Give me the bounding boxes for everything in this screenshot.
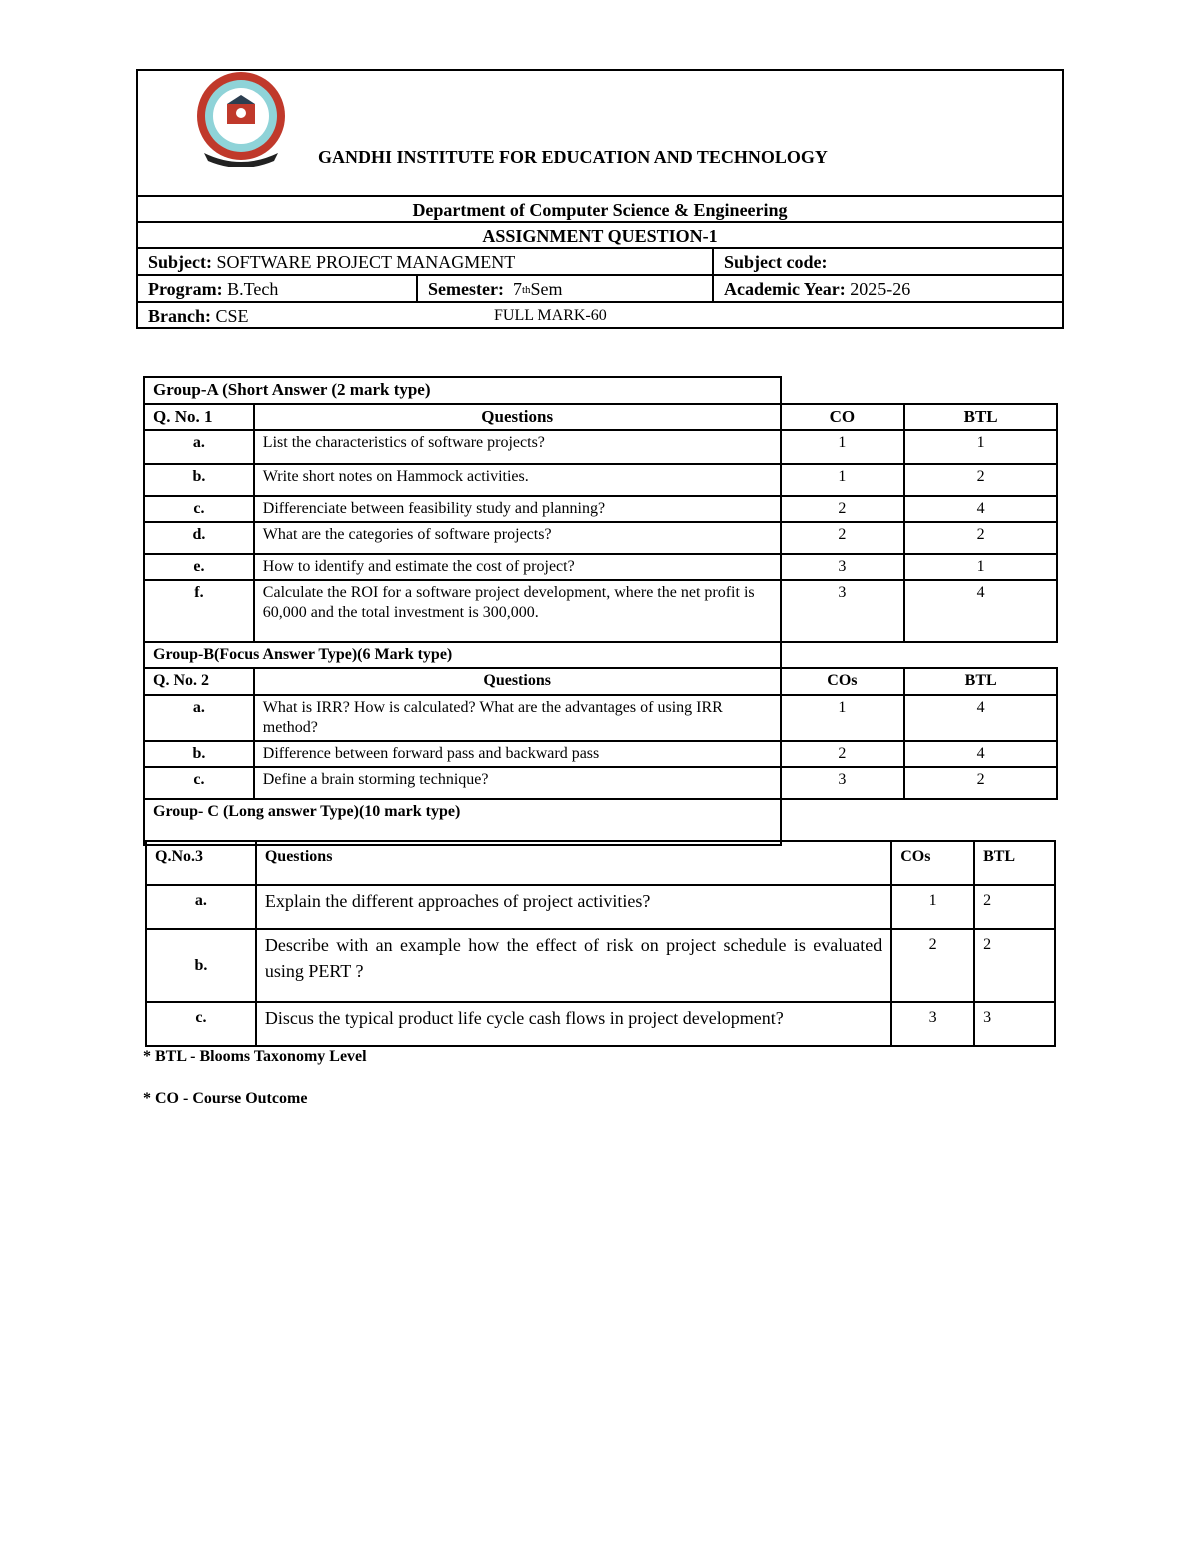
row-label: c. <box>144 496 254 522</box>
question-text: Describe with an example how the effect of risk on project schedule is evaluated using PERT ? <box>256 929 891 1002</box>
year-label: Academic Year: <box>724 279 846 299</box>
btl-value: 4 <box>904 695 1057 741</box>
group-b-header-row <box>144 668 1057 695</box>
program-row <box>138 274 1062 303</box>
semester-suffix: Sem <box>530 279 563 299</box>
group-a-title-row <box>144 377 1057 404</box>
department-row <box>138 195 1062 223</box>
group-c-title: Group- C (Long answer Type)(10 mark type) <box>144 799 781 845</box>
assignment-title: ASSIGNMENT QUESTION-1 <box>482 225 718 246</box>
group-b-title-row <box>144 642 1057 668</box>
question-text: How to identify and estimate the cost of project? <box>254 554 781 580</box>
co-value: 2 <box>781 522 905 554</box>
branch-row <box>138 301 1062 329</box>
table-row <box>144 464 1057 496</box>
table-row <box>144 430 1057 464</box>
question-text: What is IRR? How is calculated? What are the advantages of using IRR method? <box>254 695 781 741</box>
program-label: Program: <box>148 279 223 299</box>
question-text: Write short notes on Hammock activities. <box>254 464 781 496</box>
group-a-header-row <box>144 404 1057 430</box>
group-b-col-co: COs <box>781 668 905 695</box>
header-box <box>136 69 1064 329</box>
table-row <box>144 554 1057 580</box>
co-note: * CO - Course Outcome <box>143 1090 308 1107</box>
question-text: Calculate the ROI for a software project development, where the net profit is 60,000 and the total investment is 300,000. <box>254 580 781 642</box>
program-cell <box>138 276 426 303</box>
subject-label: Subject: <box>148 252 212 272</box>
group-b-col-questions: Questions <box>254 668 781 695</box>
group-a-col-co: CO <box>781 404 905 430</box>
table-row <box>144 522 1057 554</box>
program-value: B.Tech <box>227 279 279 299</box>
co-value: 1 <box>781 430 905 464</box>
table-row <box>146 1002 1055 1046</box>
row-label: c. <box>146 1002 256 1046</box>
question-text: List the characteristics of software projects? <box>254 430 781 464</box>
semester-cell <box>418 276 722 303</box>
semester-sup: th <box>521 283 531 296</box>
row-label: a. <box>146 885 256 929</box>
assignment-row <box>138 221 1062 249</box>
semester-label: Semester: <box>428 279 504 299</box>
institute-logo <box>194 71 288 167</box>
group-a-qno: Q. No. 1 <box>144 404 254 430</box>
btl-value: 1 <box>904 430 1057 464</box>
table-row <box>144 741 1057 767</box>
co-value: 3 <box>781 580 905 642</box>
group-a-col-questions: Questions <box>254 404 781 430</box>
row-label: d. <box>144 522 254 554</box>
co-value: 1 <box>891 885 974 929</box>
co-value: 1 <box>781 464 905 496</box>
table-row <box>146 885 1055 929</box>
btl-value: 2 <box>904 464 1057 496</box>
institute-name: GANDHI INSTITUTE FOR EDUCATION AND TECHNOLOGY <box>318 147 828 167</box>
branch-label: Branch: <box>148 305 211 326</box>
group-ab-table <box>143 376 1058 846</box>
btl-value: 4 <box>904 496 1057 522</box>
row-label: b. <box>146 929 256 1002</box>
btl-value: 4 <box>904 580 1057 642</box>
co-value: 2 <box>781 741 905 767</box>
co-value: 3 <box>891 1002 974 1046</box>
group-a-col-btl: BTL <box>904 404 1057 430</box>
btl-value: 2 <box>974 929 1055 1002</box>
group-c-col-co: COs <box>891 841 974 885</box>
btl-value: 4 <box>904 741 1057 767</box>
semester-num: 7 <box>512 279 522 299</box>
co-value: 3 <box>781 554 905 580</box>
group-b-qno: Q. No. 2 <box>144 668 254 695</box>
question-text: Define a brain storming technique? <box>254 767 781 799</box>
subject-code-label: Subject code: <box>724 252 828 272</box>
full-mark: FULL MARK-60 <box>494 307 607 324</box>
question-text: Differenciate between feasibility study and planning? <box>254 496 781 522</box>
group-c-col-questions: Questions <box>256 841 891 885</box>
btl-note: * BTL - Blooms Taxonomy Level <box>143 1048 367 1065</box>
btl-value: 2 <box>904 767 1057 799</box>
row-label: b. <box>144 741 254 767</box>
department-title: Department of Computer Science & Engineering <box>412 199 788 220</box>
group-c-table <box>145 840 1056 1047</box>
group-c-qno: Q.No.3 <box>146 841 256 885</box>
btl-value: 1 <box>904 554 1057 580</box>
co-value: 2 <box>781 496 905 522</box>
group-a-title: Group-A (Short Answer (2 mark type) <box>144 377 781 404</box>
table-row <box>144 496 1057 522</box>
question-text: What are the categories of software projects? <box>254 522 781 554</box>
branch-cell <box>138 303 478 329</box>
btl-value: 2 <box>904 522 1057 554</box>
question-text: Difference between forward pass and backward pass <box>254 741 781 767</box>
co-value: 2 <box>891 929 974 1002</box>
group-c-header-row <box>146 841 1055 885</box>
btl-value: 2 <box>974 885 1055 929</box>
group-c-title-row <box>144 799 1057 845</box>
academic-year-cell <box>714 276 1062 303</box>
table-row <box>146 929 1055 1002</box>
year-value: 2025-26 <box>850 279 911 299</box>
subject-row <box>138 247 1062 276</box>
co-value: 3 <box>781 767 905 799</box>
row-label: e. <box>144 554 254 580</box>
subject-cell <box>138 249 722 276</box>
row-label: a. <box>144 695 254 741</box>
group-b-col-btl: BTL <box>904 668 1057 695</box>
group-b-title: Group-B(Focus Answer Type)(6 Mark type) <box>144 642 781 668</box>
btl-value: 3 <box>974 1002 1055 1046</box>
subject-code-cell <box>714 249 1062 276</box>
group-c-col-btl: BTL <box>974 841 1055 885</box>
question-text: Explain the different approaches of project activities? <box>256 885 891 929</box>
row-label: a. <box>144 430 254 464</box>
table-row <box>144 695 1057 741</box>
row-label: c. <box>144 767 254 799</box>
subject-value: SOFTWARE PROJECT MANAGMENT <box>216 252 516 272</box>
row-label: b. <box>144 464 254 496</box>
co-value: 1 <box>781 695 905 741</box>
branch-value: CSE <box>215 305 249 326</box>
table-row <box>144 767 1057 799</box>
question-text: Discus the typical product life cycle cash flows in project development? <box>256 1002 891 1046</box>
row-label: f. <box>144 580 254 642</box>
table-row <box>144 580 1057 642</box>
